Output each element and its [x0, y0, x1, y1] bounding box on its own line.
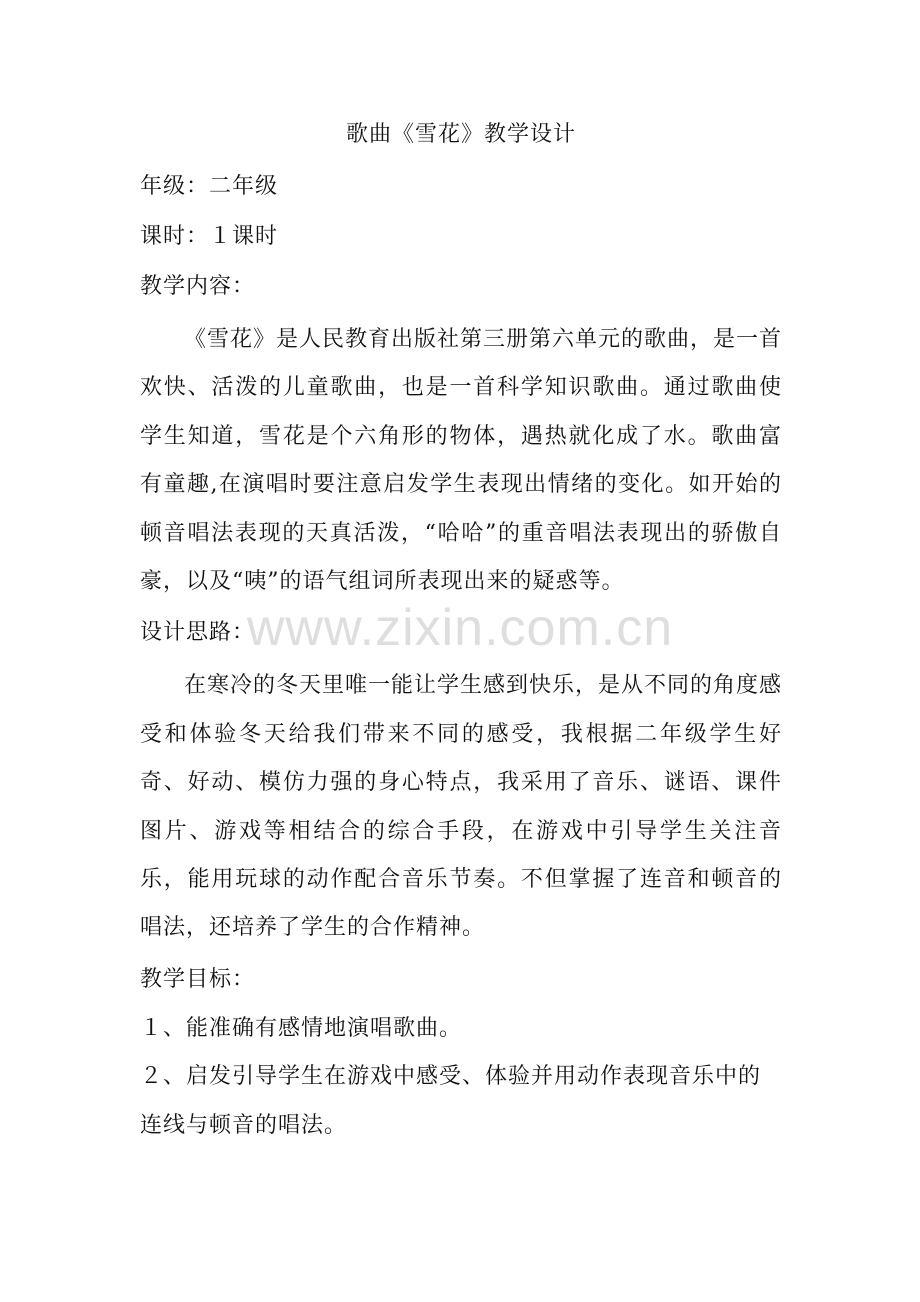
document-title: 歌曲《雪花》教学设计: [345, 122, 576, 147]
goal-item-2: ２、启发引导学生在游戏中感受、体验并用动作表现音乐中的连线与顿音的唱法。: [140, 1064, 762, 1138]
design-paragraph: 在寒冷的冬天里唯一能让学生感到快乐，是从不同的角度感受和体验冬天给我们带来不同的感受，我根据二年级学生好奇、好动、模仿力强的身心特点，我采用了音乐、谜语、课件图片、游戏等相结合的综合手段，在游戏中引导学生关注音乐，能用玩球的动作配合音乐节奏。不但掌握了连音和顿音的唱法，还培养了学生的合作精神。: [140, 673, 783, 941]
period-line: 课时：１课时: [140, 224, 279, 249]
goal-item-1: １、能准确有感情地演唱歌曲。: [140, 1015, 463, 1041]
goals-heading: 教学目标：: [140, 966, 256, 992]
grade-line: 年级：二年级: [140, 174, 279, 199]
content-paragraph: 《雪花》是人民教育出版社第三册第六单元的歌曲，是一首欢快、活泼的儿童歌曲，也是一首科学知识歌曲。通过歌曲使学生知道，雪花是个六角形的物体，遇热就化成了水。歌曲富有童趣,在演唱时要注意启发学生表现出情绪的变化。如开始的顿音唱法表现的天真活泼，“哈哈”的重音唱法表现出的骄傲自豪，以及“咦”的语气组词所表现出来的疑惑等。: [140, 327, 783, 595]
design-heading: 设计思路：: [140, 620, 256, 646]
content-heading: 教学内容：: [140, 274, 256, 299]
document-page: [140, 112, 782, 1150]
watermark: www.zixin.com.cn: [246, 599, 674, 657]
